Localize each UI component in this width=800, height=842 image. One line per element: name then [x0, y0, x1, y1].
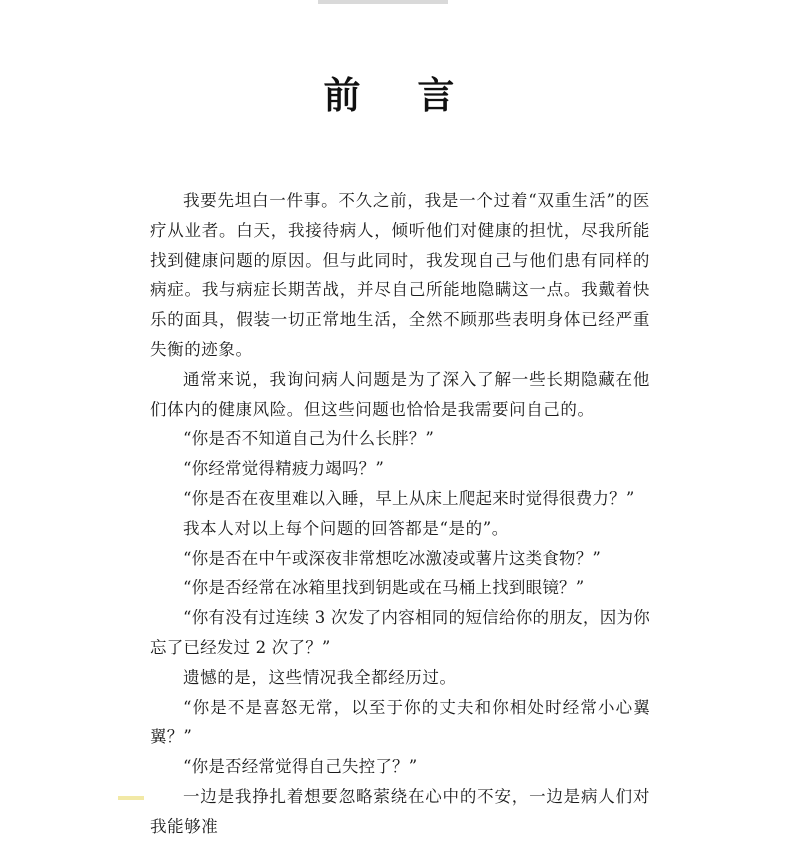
page-title: 前 言: [323, 73, 477, 117]
quote-out-of-control: “你是否经常觉得自己失控了？”: [183, 757, 418, 777]
quote-sleep: “你是否在夜里难以入睡，早上从床上爬起来时觉得很费力？”: [183, 488, 635, 508]
quote-weight-gain: “你是否不知道自己为什么长胖？”: [183, 429, 435, 449]
paragraph-answer-yes: 我本人对以上每个问题的回答都是“是的”。: [183, 518, 509, 538]
body-text: [150, 186, 650, 842]
paragraph-questions-intro: 通常来说，我询问病人问题是为了深入了解一些长期隐藏在他们体内的健康风险。但这些问题也恰恰是我需要问自己的。: [150, 369, 650, 419]
quote-repeated-texts: “你有没有过连续 3 次发了内容相同的短信给你的朋友，因为你忘了已经发过 2 次了？”: [150, 608, 650, 657]
quote-cravings: “你是否在中午或深夜非常想吃冰激凌或薯片这类食物？”: [183, 548, 602, 568]
page-edge-mark: [118, 796, 144, 800]
paragraph-experienced-all: 遗憾的是，这些情况我全都经历过。: [183, 667, 457, 687]
top-header-rule: [318, 0, 448, 4]
quote-forgetfulness: “你是否经常在冰箱里找到钥匙或在马桶上找到眼镜？”: [183, 578, 585, 598]
paragraph-confession: 我要先坦白一件事。不久之前，我是一个过着“双重生活”的医疗从业者。白天，我接待病人，倾听他们对健康的担忧，尽我所能找到健康问题的原因。但与此同时，我发现自己与他们患有同样的病症。我与病症长期苦战，并尽自己所能地隐瞒这一点。我戴着快乐的面具，假装一切正常地生活，全然不顾那些表明身体已经严重失衡的迹象。: [150, 191, 650, 359]
paragraph-struggle: 一边是我挣扎着想要忽略萦绕在心中的不安，一边是病人们对我能够准: [150, 786, 650, 836]
quote-exhaustion: “你经常觉得精疲力竭吗？”: [183, 459, 384, 479]
quote-moodiness: “你是不是喜怒无常，以至于你的丈夫和你相处时经常小心翼翼？”: [150, 697, 650, 747]
